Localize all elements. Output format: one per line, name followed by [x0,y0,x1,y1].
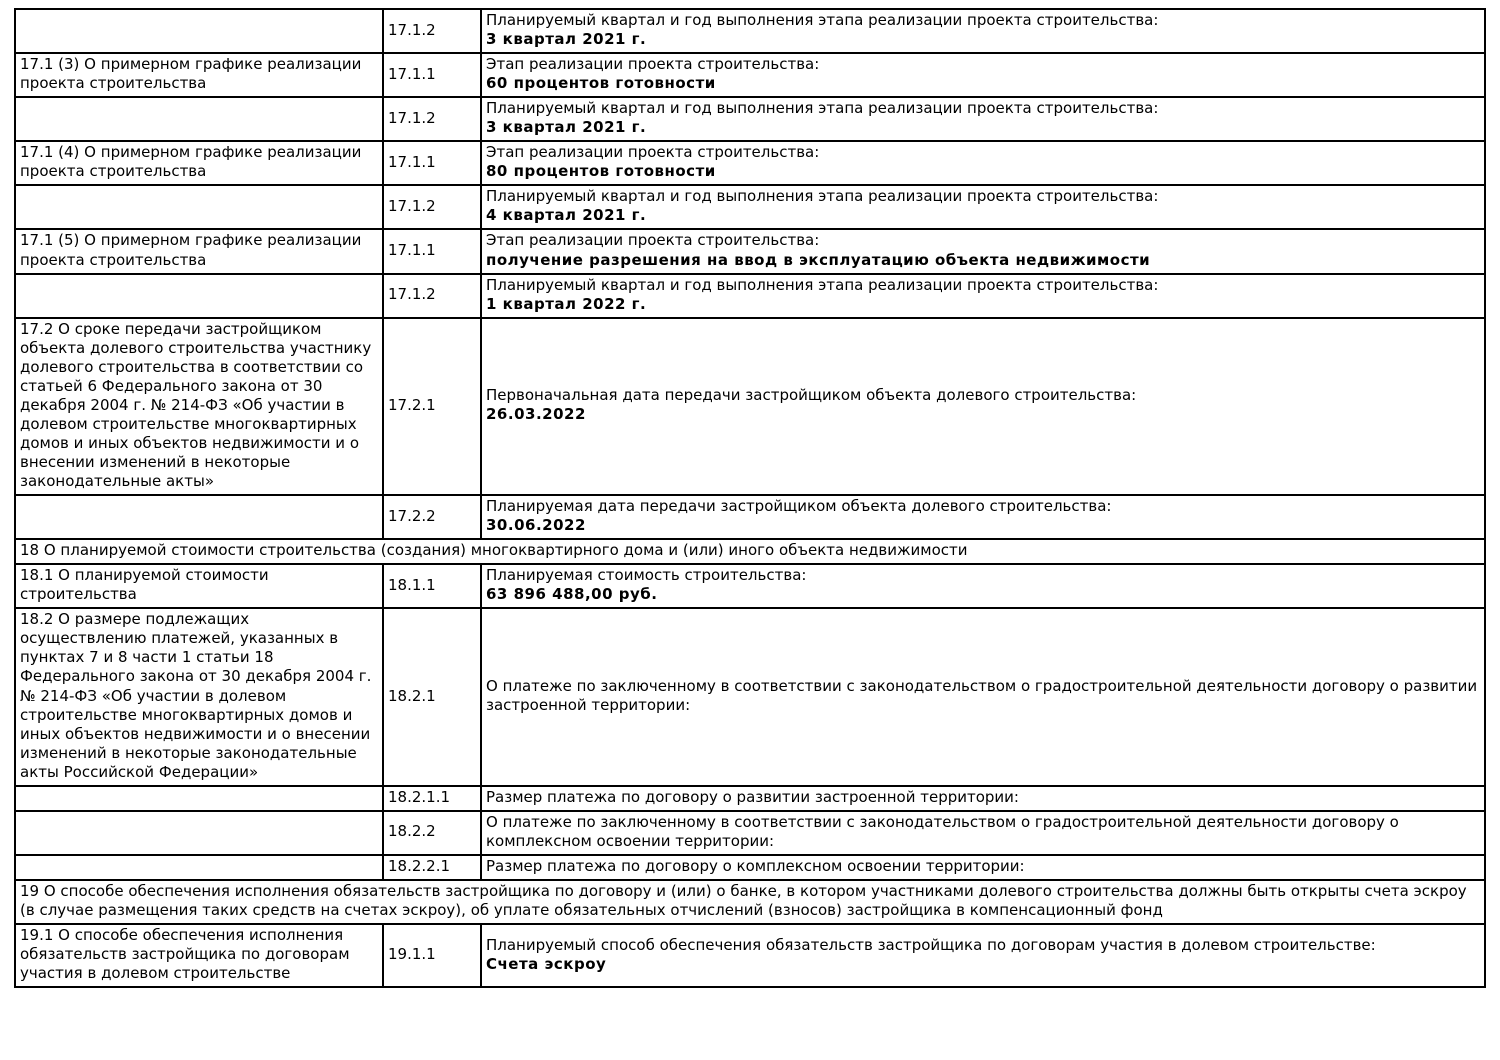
section-title-cell [15,185,383,229]
table-row [15,229,1485,273]
section-title-cell: 17.2 О сроке передачи застройщиком объекта долевого строительства участнику долевого строительства в соответствии со статьей 6 Федерального закона от 30 декабря 2004 г. № 214-ФЗ «Об участии в долевом строительстве многоквартирных домов и иных объектов недвижимости и о внесении изменений в некоторые законодательные акты» [15,318,383,495]
item-content-cell [481,924,1485,987]
item-content-cell [481,229,1485,273]
table-row [15,786,1485,811]
section-title-cell: 17.1 (5) О примерном графике реализации проекта строительства [15,229,383,273]
section-title-cell [15,855,383,880]
item-content-cell [481,318,1485,495]
section-header-text: 19 О способе обеспечения исполнения обязательств застройщика по договору и (или) о банке, в котором участниками долевого строительства должны быть открыты счета эскроу (в случае размещения таких средств на счетах эскроу), об уплате обязательных отчислений (взносов) застройщика в компенсационный фонд [15,880,1485,924]
item-content-cell [481,608,1485,785]
field-value: 1 квартал 2022 г. [486,294,647,313]
field-label: Планируемая стоимость строительства: [486,566,807,585]
table-row [15,608,1485,785]
section-title-cell: 17.1 (3) О примерном графике реализации проекта строительства [15,53,383,97]
field-value: Счета эскроу [486,954,607,973]
table-row [15,811,1485,855]
field-label: Размер платежа по договору о комплексном освоении территории: [486,856,1025,875]
item-code-cell: 17.1.2 [383,97,481,141]
field-label: Первоначальная дата передачи застройщиком объекта долевого строительства: [486,386,1137,405]
item-code-cell: 18.1.1 [383,564,481,608]
field-label: Этап реализации проекта строительства: [486,231,820,250]
field-value: 63 896 488,00 руб. [486,585,658,604]
field-value: 30.06.2022 [486,516,586,535]
field-label: Планируемый квартал и год выполнения этапа реализации проекта строительства: [486,275,1159,294]
table-row [15,924,1485,987]
item-code-cell: 18.2.2 [383,811,481,855]
item-code-cell: 17.1.1 [383,53,481,97]
field-label: Размер платежа по договору о развитии застроенной территории: [486,787,1019,806]
field-value: 26.03.2022 [486,405,586,424]
table-row [15,185,1485,229]
item-code-cell: 17.2.2 [383,495,481,539]
field-label: Планируемая дата передачи застройщиком объекта долевого строительства: [486,497,1112,516]
declaration-table [14,8,1486,988]
section-title-cell [15,274,383,318]
declaration-table-body [15,9,1485,987]
field-label: Планируемый квартал и год выполнения этапа реализации проекта строительства: [486,99,1159,118]
item-content-cell [481,53,1485,97]
table-row [15,564,1485,608]
field-label: О платеже по заключенному в соответствии с законодательством о градостроительной деятельности договору о развитии застроенной территории: [486,676,1478,715]
item-content-cell [481,564,1485,608]
section-title-cell: 18.2 О размере подлежащих осуществлению платежей, указанных в пунктах 7 и 8 части 1 статьи 18 Федерального закона от 30 декабря 2004 г. № 214-ФЗ «Об участии в долевом строительстве многоквартирных домов и иных объектов недвижимости и о внесении изменений в некоторые законодательные акты Российской Федерации» [15,608,383,785]
section-header-row [15,539,1485,564]
table-row [15,274,1485,318]
field-label: Планируемый квартал и год выполнения этапа реализации проекта строительства: [486,187,1159,206]
item-code-cell: 17.1.1 [383,141,481,185]
table-row [15,97,1485,141]
section-header-text: 18 О планируемой стоимости строительства (создания) многоквартирного дома и (или) иного объекта недвижимости [15,539,1485,564]
field-value: 4 квартал 2021 г. [486,206,647,225]
item-content-cell [481,185,1485,229]
table-row [15,495,1485,539]
item-content-cell [481,855,1485,880]
section-title-cell: 17.1 (4) О примерном графике реализации проекта строительства [15,141,383,185]
table-row [15,855,1485,880]
item-code-cell: 17.1.2 [383,9,481,53]
field-value: 3 квартал 2021 г. [486,30,647,49]
item-code-cell: 17.1.1 [383,229,481,273]
field-label: О платеже по заключенному в соответствии с законодательством о градостроительной деятельности договору о комплексном освоении территории: [486,812,1399,850]
section-title-cell [15,786,383,811]
table-row [15,9,1485,53]
item-code-cell: 18.2.1 [383,608,481,785]
item-content-cell [481,141,1485,185]
section-title-cell [15,495,383,539]
field-label: Планируемый квартал и год выполнения этапа реализации проекта строительства: [486,11,1159,29]
item-content-cell [481,786,1485,811]
section-title-cell: 19.1 О способе обеспечения исполнения обязательств застройщика по договорам участия в долевом строительстве [15,924,383,987]
field-label: Планируемый способ обеспечения обязательств застройщика по договорам участия в долевом строительстве: [486,935,1376,954]
table-row [15,318,1485,495]
item-content-cell [481,495,1485,539]
item-content-cell [481,97,1485,141]
section-title-cell: 18.1 О планируемой стоимости строительства [15,564,383,608]
section-title-cell [15,97,383,141]
section-title-cell [15,811,383,855]
field-value: получение разрешения на ввод в эксплуатацию объекта недвижимости [486,250,1151,269]
table-row [15,53,1485,97]
item-content-cell [481,9,1485,53]
field-label: Этап реализации проекта строительства: [486,55,820,74]
item-code-cell: 17.1.2 [383,185,481,229]
field-value: 80 процентов готовности [486,162,716,181]
item-code-cell: 19.1.1 [383,924,481,987]
item-content-cell [481,274,1485,318]
item-code-cell: 17.2.1 [383,318,481,495]
field-value: 60 процентов готовности [486,74,716,93]
item-code-cell: 17.1.2 [383,274,481,318]
item-code-cell: 18.2.2.1 [383,855,481,880]
item-content-cell [481,811,1485,855]
field-value: 3 квартал 2021 г. [486,118,647,137]
section-title-cell [15,9,383,53]
field-label: Этап реализации проекта строительства: [486,143,820,162]
table-row [15,141,1485,185]
section-header-row [15,880,1485,924]
item-code-cell: 18.2.1.1 [383,786,481,811]
